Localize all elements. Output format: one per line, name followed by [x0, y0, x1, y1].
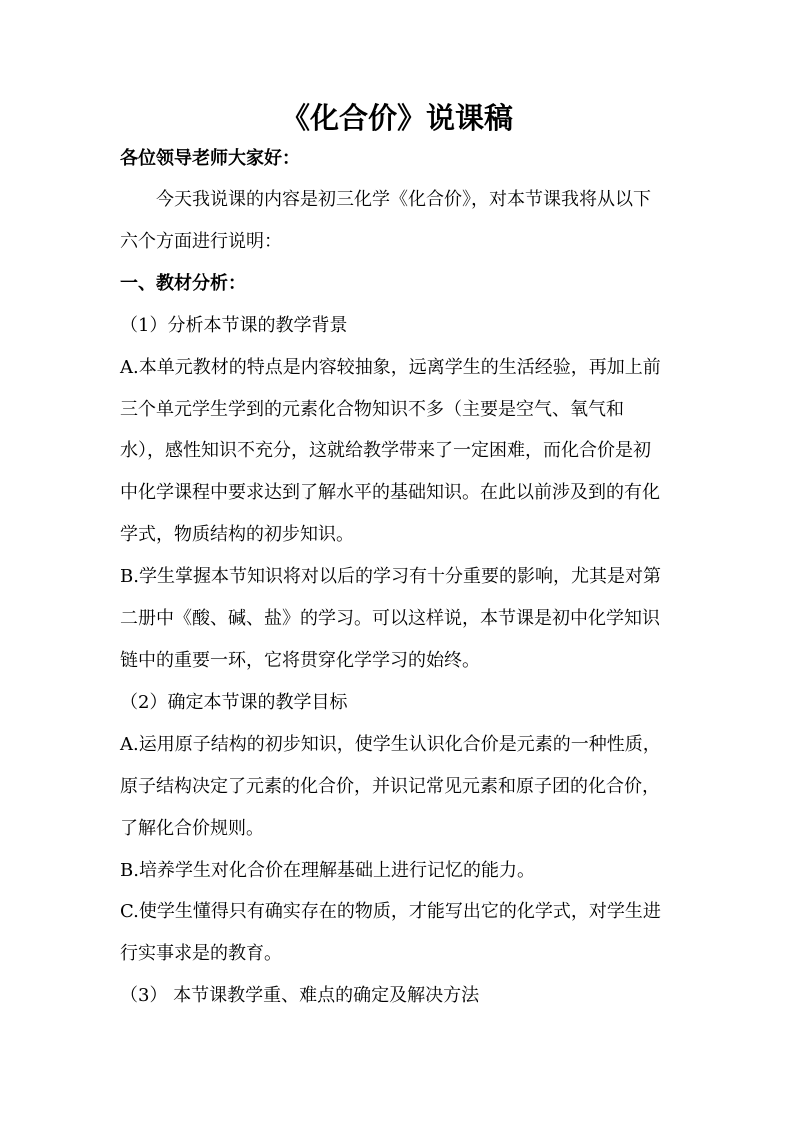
- subsection-heading: （1）分析本节课的教学背景: [120, 315, 348, 336]
- paragraph-line: 原子结构决定了元素的化合价，并识记常见元素和原子团的化合价，: [120, 776, 660, 797]
- subsection-heading: （3） 本节课教学重、难点的确定及解决方法: [120, 985, 480, 1006]
- paragraph-line: 行实事求是的教育。: [120, 943, 282, 964]
- paragraph-line: 三个单元学生学到的元素化合物知识不多（主要是空气、氧气和: [120, 399, 624, 420]
- paragraph-line: C.使学生懂得只有确实存在的物质，才能写出它的化学式，对学生进: [120, 901, 661, 922]
- paragraph-line: 中化学课程中要求达到了解水平的基础知识。在此以前涉及到的有化: [120, 482, 660, 503]
- paragraph-line: 学式，物质结构的初步知识。: [120, 524, 354, 545]
- document-title: 《化合价》说课稿: [280, 101, 513, 135]
- paragraph-line: 水），感性知识不充分，这就给教学带来了一定困难，而化合价是初: [120, 440, 651, 461]
- paragraph-line: B.学生掌握本节知识将对以后的学习有十分重要的影响，尤其是对第: [120, 566, 661, 587]
- paragraph-line: A.本单元教材的特点是内容较抽象，远离学生的生活经验，再加上前: [120, 357, 661, 378]
- paragraph-line: 链中的重要一环，它将贯穿化学学习的始终。: [120, 650, 480, 671]
- section-heading: 一、教材分析：: [120, 273, 246, 294]
- paragraph-line: 六个方面进行说明：: [120, 231, 282, 252]
- greeting: 各位领导老师大家好：: [120, 148, 300, 169]
- paragraph-line: 二册中《酸、碱、盐》的学习。可以这样说，本节课是初中化学知识: [120, 608, 660, 629]
- paragraph-line: 了解化合价规则。: [120, 818, 264, 839]
- subsection-heading: （2）确定本节课的教学目标: [120, 692, 348, 713]
- paragraph-line: 今天我说课的内容是初三化学《化合价》，对本节课我将从以下: [156, 189, 651, 210]
- paragraph-line: B.培养学生对化合价在理解基础上进行记忆的能力。: [120, 860, 535, 881]
- paragraph-line: A.运用原子结构的初步知识，使学生认识化合价是元素的一种性质，: [120, 734, 661, 755]
